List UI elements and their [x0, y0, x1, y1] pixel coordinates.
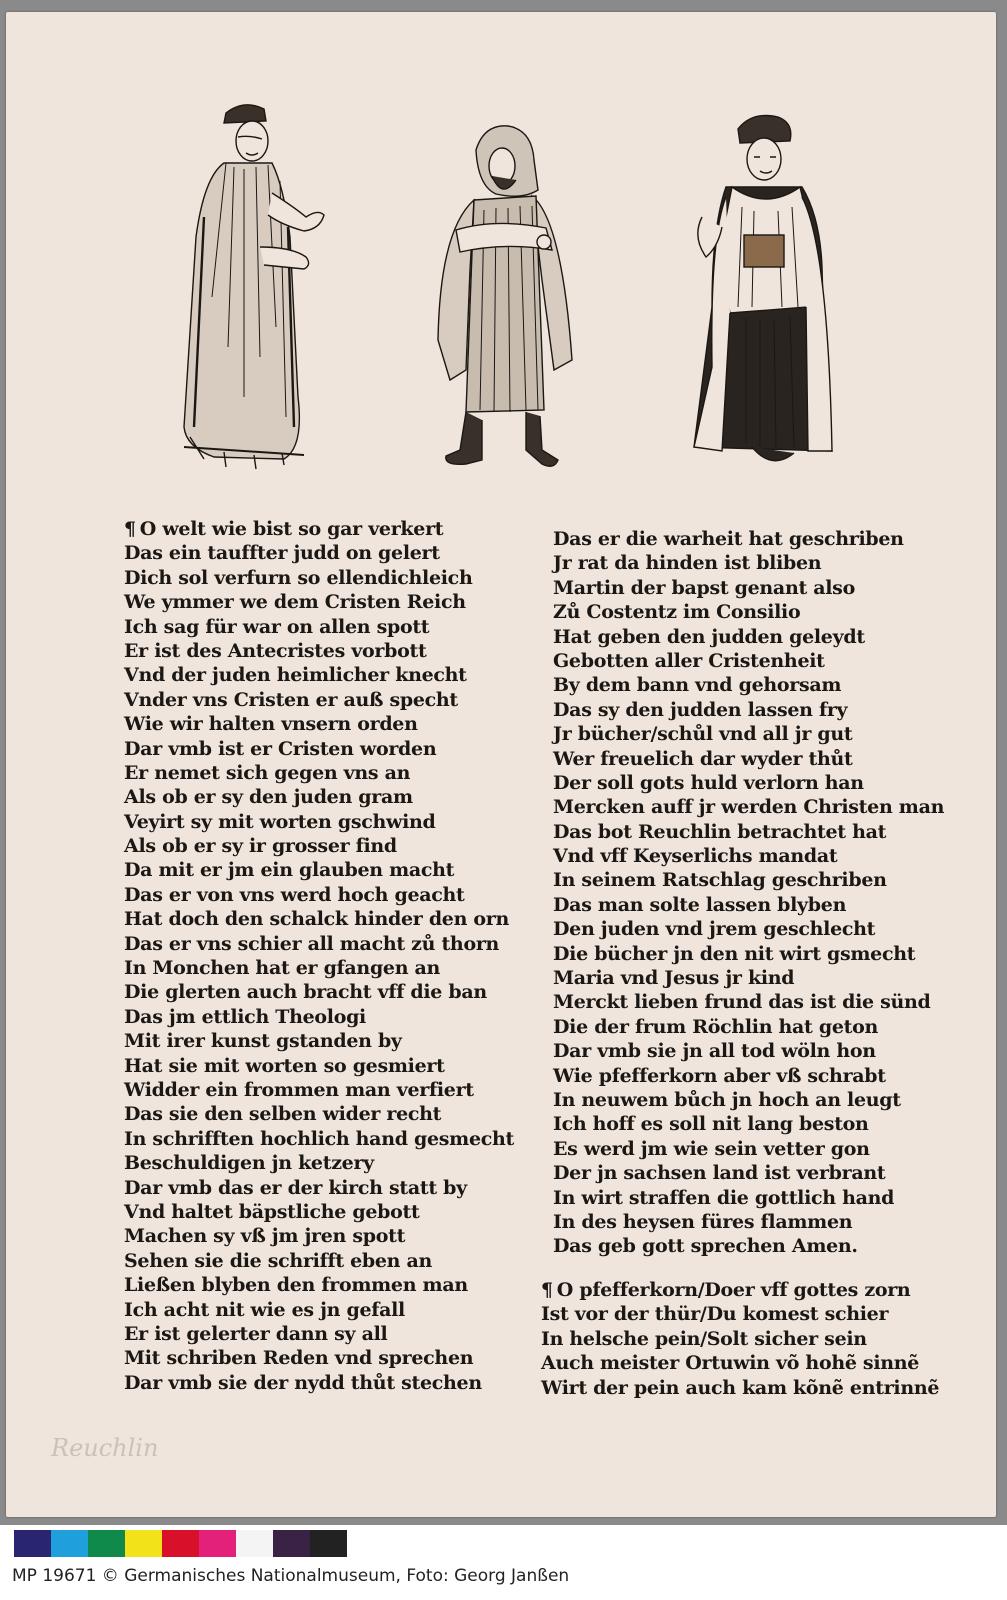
poem-line: Das er vns schier all macht zů thorn [124, 932, 500, 955]
poem-line: Den juden vnd jrem geschlecht [553, 918, 876, 941]
poem-line: Die der frum Röchlin hat geton [553, 1015, 878, 1038]
poem-line: Beschuldigen jn ketzery [124, 1152, 374, 1175]
woodcut-figure-hooded-man [426, 120, 576, 480]
poem-line: Da mit er jm ein glauben macht [124, 859, 455, 882]
poem-line: Das geb gott sprechen Amen. [553, 1235, 858, 1258]
color-swatch [162, 1530, 199, 1557]
pencil-annotation: Reuchlin [51, 1434, 159, 1462]
poem-line: Vnd vff Keyserlichs mandat [553, 845, 838, 868]
poem-line: Er nemet sich gegen vns an [124, 761, 411, 784]
poem-line: In schrifften hochlich hand gesmecht [124, 1127, 515, 1150]
poem-line: Als ob er sy den juden gram [124, 786, 413, 809]
poem-line: Ich acht nit wie es jn gefall [124, 1298, 405, 1321]
poem-line: ¶ O pfefferkorn/Doer vff gottes zorn [541, 1279, 911, 1301]
poem-line: Es werd jm wie sein vetter gon [553, 1137, 870, 1160]
poem-line: Zů Costentz im Consilio [553, 601, 801, 624]
poem-line: Dar vmb das er der kirch statt by [124, 1176, 467, 1199]
poem-line: Wer freuelich dar wyder thůt [553, 747, 853, 770]
broadsheet-page [6, 12, 996, 1517]
woodcut-figure-friar [682, 107, 842, 477]
poem-line: Ich sag für war on allen spott [124, 615, 430, 638]
poem-line: Machen sy vß jm jren spott [124, 1225, 406, 1248]
poem-line: Er ist gelerter dann sy all [124, 1322, 388, 1345]
poem-line: Dar vmb sie jn all tod wöln hon [553, 1040, 876, 1063]
poem-line: Ich hoff es soll nit lang beston [553, 1113, 869, 1136]
color-swatch [273, 1530, 310, 1557]
color-swatch [236, 1530, 273, 1557]
poem-line: Merckt lieben frund das ist die sünd [553, 991, 931, 1014]
photo-credit-caption: MP 19671 © Germanisches Nationalmuseum, Foto: Georg Janßen [12, 1566, 570, 1586]
poem-line: Mit schriben Reden vnd sprechen [124, 1347, 474, 1370]
poem-line: Als ob er sy ir grosser find [124, 835, 397, 858]
poem-line: Das er die warheit hat geschriben [553, 528, 904, 550]
poem-line: Dich sol verfurn so ellendichleich [124, 566, 473, 589]
poem-line: Die bücher jn den nit wirt gsmecht [553, 942, 916, 965]
color-calibration-bar [14, 1530, 347, 1557]
poem-line: Vnd haltet bäpstliche gebott [124, 1200, 420, 1223]
poem-line: Hat doch den schalck hinder den orn [124, 908, 510, 931]
poem-line: Vnd der juden heimlicher knecht [124, 664, 467, 687]
poem-line: Das sy den judden lassen fry [553, 698, 848, 721]
poem-line: Dar vmb sie der nydd thůt stechen [124, 1371, 482, 1394]
poem-line: We ymmer we dem Cristen Reich [124, 591, 466, 614]
poem-line: In wirt straffen die gottlich hand [553, 1186, 895, 1209]
poem-line: Die glerten auch bracht vff die ban [124, 981, 487, 1004]
poem-line: Mit irer kunst gstanden by [124, 1030, 402, 1053]
poem-line: Gebotten aller Cristenheit [553, 649, 825, 672]
poem-line: Der soll gots huld verlorn han [553, 771, 864, 794]
color-swatch [310, 1530, 347, 1557]
poem-line: Mercken auff jr werden Christen man [553, 796, 945, 819]
pilcrow-icon: ¶ [124, 518, 136, 540]
poem-line: Wie wir halten vnsern orden [124, 713, 418, 736]
color-swatch [51, 1530, 88, 1557]
poem-line: Widder ein frommen man verfiert [124, 1078, 474, 1101]
poem-line: Dar vmb ist er Cristen worden [124, 737, 437, 760]
poem-line: In seinem Ratschlag geschriben [553, 869, 887, 892]
poem-line: In des heysen füres flammen [553, 1210, 853, 1233]
pilcrow-icon: ¶ [541, 1279, 553, 1301]
poem-line: Hat sie mit worten so gesmiert [124, 1054, 445, 1077]
poem-line: Maria vnd Jesus jr kind [553, 967, 795, 990]
color-swatch [14, 1530, 51, 1557]
poem-line: Ist vor der thür/Du komest schier [541, 1303, 889, 1326]
poem-line: Das sie den selben wider recht [124, 1103, 442, 1126]
poem-line: Jr rat da hinden ist bliben [553, 552, 822, 575]
poem-line: Das er von vns werd hoch geacht [124, 883, 465, 906]
poem-line: In neuwem bůch jn hoch an leugt [553, 1088, 901, 1111]
poem-line: In Monchen hat er gfangen an [124, 957, 441, 980]
poem-line: Das man solte lassen blyben [553, 893, 847, 916]
color-swatch [199, 1530, 236, 1557]
poem-line: Das jm ettlich Theologi [124, 1005, 366, 1028]
poem-left-column [124, 517, 514, 1395]
poem-line: Wie pfefferkorn aber vß schrabt [553, 1064, 886, 1087]
poem-line: Auch meister Ortuwin võ hohẽ sinnẽ [541, 1352, 920, 1375]
poem-line: By dem bann vnd gehorsam [553, 674, 842, 697]
poem-line: Der jn sachsen land ist verbrant [553, 1162, 886, 1185]
poem-coda [541, 1278, 939, 1400]
poem-line: Veyirt sy mit worten gschwind [124, 810, 436, 833]
poem-line: Hat geben den judden geleydt [553, 625, 865, 648]
poem-line: Das ein tauffter judd on gelert [124, 542, 440, 565]
poem-line: Jr bücher/schůl vnd all jr gut [553, 723, 853, 746]
color-swatch [88, 1530, 125, 1557]
poem-line: Martin der bapst genant also [553, 576, 855, 599]
poem-line: Ließen blyben den frommen man [124, 1274, 468, 1297]
woodcut-figure-scholar [164, 97, 329, 472]
poem-line: In helsche pein/Solt sicher sein [541, 1327, 867, 1350]
poem-line: Sehen sie die schrifft eben an [124, 1249, 433, 1272]
poem-line: Das bot Reuchlin betrachtet hat [553, 820, 887, 843]
poem-line: Er ist des Antecristes vorbott [124, 639, 427, 662]
poem-line: ¶ O welt wie bist so gar verkert [124, 518, 444, 540]
poem-line: Vnder vns Cristen er auß specht [124, 688, 458, 711]
color-swatch [125, 1530, 162, 1557]
poem-line: Wirt der pein auch kam kõnẽ entrinnẽ [541, 1376, 940, 1399]
poem-right-column [553, 527, 944, 1259]
